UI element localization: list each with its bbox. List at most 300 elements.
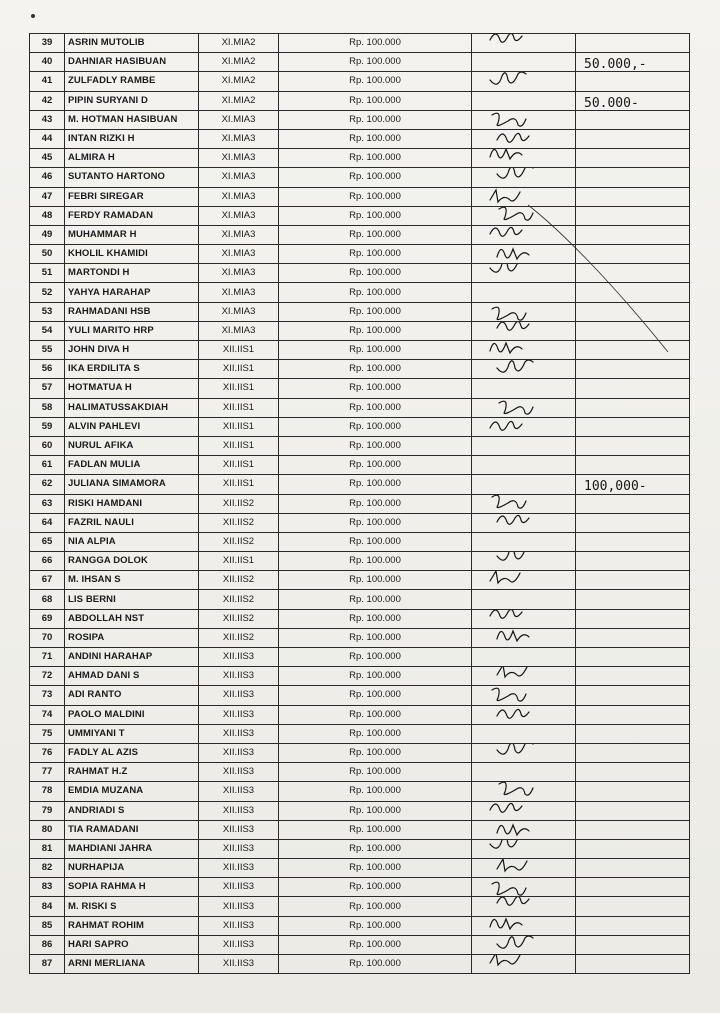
table-row (30, 571, 690, 590)
handwritten-signature (488, 34, 538, 51)
class-code: XII.IIS3 (199, 859, 279, 878)
payment-note-cell (576, 360, 690, 379)
class-code: XII.IIS3 (199, 686, 279, 705)
amount: Rp. 100.000 (279, 801, 472, 820)
student-name: RAHMAT H.Z (65, 763, 199, 782)
class-code: XI.MIA3 (199, 187, 279, 206)
amount: Rp. 100.000 (279, 590, 472, 609)
table-row (30, 225, 690, 244)
student-name: YULI MARITO HRP (65, 321, 199, 340)
handwritten-signature (488, 494, 538, 511)
signature-cell (472, 110, 576, 129)
student-name: HOTMATUA H (65, 379, 199, 398)
handwritten-payment-note: 100,000- (584, 479, 647, 494)
table-row (30, 916, 690, 935)
payment-note-cell (576, 916, 690, 935)
signature-cell (472, 801, 576, 820)
student-name: YAHYA HARAHAP (65, 283, 199, 302)
student-name: LIS BERNI (65, 590, 199, 609)
student-name: INTAN RIZKI H (65, 129, 199, 148)
payment-note-cell (576, 552, 690, 571)
signature-cell (472, 916, 576, 935)
handwritten-signature (488, 686, 538, 705)
amount: Rp. 100.000 (279, 245, 472, 264)
student-name: IKA ERDILITA S (65, 360, 199, 379)
class-code: XII.IIS2 (199, 532, 279, 551)
student-name: M. HOTMAN HASIBUAN (65, 110, 199, 129)
signature-cell (472, 628, 576, 647)
table-row (30, 302, 690, 321)
student-name: RISKI HAMDANI (65, 494, 199, 513)
amount: Rp. 100.000 (279, 782, 472, 801)
row-number: 44 (30, 129, 65, 148)
amount: Rp. 100.000 (279, 72, 472, 91)
amount: Rp. 100.000 (279, 475, 472, 494)
handwritten-payment-note: 50.000,- (584, 57, 647, 72)
amount: Rp. 100.000 (279, 494, 472, 513)
amount: Rp. 100.000 (279, 456, 472, 475)
payment-note-cell (576, 878, 690, 897)
class-code: XI.MIA2 (199, 53, 279, 72)
class-code: XII.IIS3 (199, 648, 279, 667)
signature-cell (472, 264, 576, 283)
student-name: PAOLO MALDINI (65, 705, 199, 724)
handwritten-signature (488, 418, 538, 437)
row-number: 46 (30, 168, 65, 187)
class-code: XI.MIA2 (199, 34, 279, 53)
amount: Rp. 100.000 (279, 839, 472, 858)
row-number: 81 (30, 839, 65, 858)
row-number: 41 (30, 72, 65, 91)
payment-note-cell (576, 187, 690, 206)
class-code: XI.MIA3 (199, 264, 279, 283)
payment-note-cell (576, 72, 690, 91)
table-row (30, 801, 690, 820)
signature-cell (472, 552, 576, 571)
amount: Rp. 100.000 (279, 724, 472, 743)
page-mark (31, 14, 35, 18)
row-number: 42 (30, 91, 65, 110)
handwritten-payment-note: 50.000- (584, 95, 639, 111)
signature-cell (472, 935, 576, 954)
amount: Rp. 100.000 (279, 283, 472, 302)
table-row (30, 53, 690, 72)
row-number: 39 (30, 34, 65, 53)
amount: Rp. 100.000 (279, 667, 472, 686)
table-row (30, 245, 690, 264)
amount: Rp. 100.000 (279, 91, 472, 110)
student-name: HARI SAPRO (65, 935, 199, 954)
signature-cell (472, 590, 576, 609)
table-row (30, 763, 690, 782)
payment-note-cell (576, 801, 690, 820)
class-code: XII.IIS3 (199, 705, 279, 724)
table-row (30, 743, 690, 762)
class-code: XII.IIS3 (199, 667, 279, 686)
table-row (30, 590, 690, 609)
payment-note-cell (576, 955, 690, 974)
amount: Rp. 100.000 (279, 878, 472, 897)
table-row (30, 72, 690, 91)
row-number: 79 (30, 801, 65, 820)
class-code: XII.IIS2 (199, 571, 279, 590)
payment-note-cell (576, 149, 690, 168)
signature-cell (472, 34, 576, 53)
handwritten-signature (495, 706, 545, 725)
signature-cell (472, 72, 576, 91)
class-code: XII.IIS3 (199, 935, 279, 954)
payment-note-cell (576, 628, 690, 647)
row-number: 53 (30, 302, 65, 321)
row-number: 58 (30, 398, 65, 417)
row-number: 78 (30, 782, 65, 801)
student-name: ALMIRA H (65, 149, 199, 168)
amount: Rp. 100.000 (279, 302, 472, 321)
payment-note-cell (576, 379, 690, 398)
signature-cell (472, 648, 576, 667)
ledger-body (30, 34, 690, 974)
signature-cell (472, 456, 576, 475)
signature-cell (472, 532, 576, 551)
payment-note-cell (576, 245, 690, 264)
row-number: 85 (30, 916, 65, 935)
signature-cell (472, 53, 576, 72)
handwritten-signature (495, 782, 545, 799)
payment-note-cell (576, 820, 690, 839)
table-row (30, 206, 690, 225)
table-row (30, 513, 690, 532)
row-number: 40 (30, 53, 65, 72)
amount: Rp. 100.000 (279, 552, 472, 571)
payment-note-cell (576, 398, 690, 417)
table-row (30, 283, 690, 302)
amount: Rp. 100.000 (279, 206, 472, 225)
payment-note-cell (576, 91, 690, 110)
row-number: 71 (30, 648, 65, 667)
table-row (30, 398, 690, 417)
table-row (30, 110, 690, 129)
amount: Rp. 100.000 (279, 168, 472, 187)
row-number: 82 (30, 859, 65, 878)
payment-ledger-table (29, 33, 690, 974)
signature-cell (472, 379, 576, 398)
row-number: 65 (30, 532, 65, 551)
table-row (30, 187, 690, 206)
class-code: XI.MIA3 (199, 149, 279, 168)
payment-note-cell (576, 667, 690, 686)
row-number: 50 (30, 245, 65, 264)
student-name: NURUL AFIKA (65, 436, 199, 455)
signature-cell (472, 206, 576, 225)
row-number: 61 (30, 456, 65, 475)
class-code: XI.MIA3 (199, 129, 279, 148)
payment-note-cell (576, 417, 690, 436)
table-row (30, 686, 690, 705)
signature-cell (472, 571, 576, 590)
student-name: FADLY AL AZIS (65, 743, 199, 762)
table-row (30, 436, 690, 455)
row-number: 87 (30, 955, 65, 974)
amount: Rp. 100.000 (279, 149, 472, 168)
class-code: XI.MIA3 (199, 302, 279, 321)
payment-note-cell (576, 705, 690, 724)
row-number: 64 (30, 513, 65, 532)
payment-note-cell (576, 590, 690, 609)
class-code: XII.IIS1 (199, 436, 279, 455)
amount: Rp. 100.000 (279, 264, 472, 283)
amount: Rp. 100.000 (279, 955, 472, 974)
student-name: SOPIA RAHMA H (65, 878, 199, 897)
amount: Rp. 100.000 (279, 360, 472, 379)
handwritten-signature (495, 859, 545, 878)
table-row (30, 91, 690, 110)
row-number: 49 (30, 225, 65, 244)
handwritten-signature (495, 667, 545, 684)
payment-note-cell (576, 494, 690, 513)
student-name: RANGGA DOLOK (65, 552, 199, 571)
payment-note-cell (576, 283, 690, 302)
payment-note-cell (576, 225, 690, 244)
row-number: 60 (30, 436, 65, 455)
table-row (30, 878, 690, 897)
payment-note-cell (576, 859, 690, 878)
row-number: 70 (30, 628, 65, 647)
student-name: ADI RANTO (65, 686, 199, 705)
student-name: FERDY RAMADAN (65, 206, 199, 225)
student-name: ROSIPA (65, 628, 199, 647)
signature-cell (472, 763, 576, 782)
signature-cell (472, 187, 576, 206)
class-code: XI.MIA3 (199, 283, 279, 302)
amount: Rp. 100.000 (279, 341, 472, 360)
student-name: ZULFADLY RAMBE (65, 72, 199, 91)
signature-cell (472, 743, 576, 762)
payment-note-cell (576, 456, 690, 475)
table-row (30, 859, 690, 878)
student-name: DAHNIAR HASIBUAN (65, 53, 199, 72)
handwritten-signature (488, 110, 538, 129)
handwritten-signature (495, 936, 545, 955)
row-number: 66 (30, 552, 65, 571)
signature-cell (472, 129, 576, 148)
amount: Rp. 100.000 (279, 686, 472, 705)
row-number: 73 (30, 686, 65, 705)
amount: Rp. 100.000 (279, 705, 472, 724)
payment-note-cell (576, 686, 690, 705)
signature-cell (472, 667, 576, 686)
handwritten-signature (488, 72, 538, 91)
class-code: XII.IIS3 (199, 916, 279, 935)
class-code: XII.IIS2 (199, 590, 279, 609)
handwritten-signature (488, 878, 538, 897)
amount: Rp. 100.000 (279, 513, 472, 532)
handwritten-signature (488, 225, 538, 244)
payment-note-cell (576, 743, 690, 762)
amount: Rp. 100.000 (279, 820, 472, 839)
amount: Rp. 100.000 (279, 609, 472, 628)
payment-note-cell (576, 110, 690, 129)
signature-cell (472, 417, 576, 436)
amount: Rp. 100.000 (279, 53, 472, 72)
amount: Rp. 100.000 (279, 379, 472, 398)
table-row (30, 628, 690, 647)
class-code: XII.IIS1 (199, 456, 279, 475)
table-row (30, 149, 690, 168)
amount: Rp. 100.000 (279, 436, 472, 455)
class-code: XII.IIS3 (199, 839, 279, 858)
handwritten-signature (495, 552, 545, 569)
handwritten-signature (495, 360, 545, 379)
row-number: 57 (30, 379, 65, 398)
table-row (30, 475, 690, 494)
row-number: 63 (30, 494, 65, 513)
signature-cell (472, 955, 576, 974)
handwritten-signature (488, 955, 538, 972)
row-number: 86 (30, 935, 65, 954)
table-row (30, 264, 690, 283)
student-name: KHOLIL KHAMIDI (65, 245, 199, 264)
signature-cell (472, 91, 576, 110)
handwritten-signature (488, 839, 538, 856)
student-name: UMMIYANI T (65, 724, 199, 743)
student-name: NURHAPIJA (65, 859, 199, 878)
payment-note-cell (576, 302, 690, 321)
amount: Rp. 100.000 (279, 34, 472, 53)
payment-note-cell (576, 436, 690, 455)
handwritten-signature (495, 245, 545, 264)
payment-note-cell (576, 168, 690, 187)
class-code: XII.IIS3 (199, 955, 279, 974)
class-code: XII.IIS1 (199, 475, 279, 494)
class-code: XII.IIS3 (199, 897, 279, 916)
table-row (30, 705, 690, 724)
payment-note-cell (576, 571, 690, 590)
row-number: 43 (30, 110, 65, 129)
student-name: ARNI MERLIANA (65, 955, 199, 974)
signature-cell (472, 859, 576, 878)
payment-note-cell (576, 129, 690, 148)
amount: Rp. 100.000 (279, 571, 472, 590)
row-number: 62 (30, 475, 65, 494)
handwritten-signature (495, 628, 545, 647)
student-name: JOHN DIVA H (65, 341, 199, 360)
signature-cell (472, 897, 576, 916)
student-name: RAHMADANI HSB (65, 302, 199, 321)
student-name: JULIANA SIMAMORA (65, 475, 199, 494)
row-number: 48 (30, 206, 65, 225)
signature-cell (472, 724, 576, 743)
row-number: 54 (30, 321, 65, 340)
amount: Rp. 100.000 (279, 628, 472, 647)
row-number: 80 (30, 820, 65, 839)
signature-cell (472, 475, 576, 494)
class-code: XII.IIS2 (199, 609, 279, 628)
amount: Rp. 100.000 (279, 225, 472, 244)
payment-note-cell (576, 782, 690, 801)
signature-cell (472, 168, 576, 187)
signature-cell (472, 513, 576, 532)
signature-cell (472, 494, 576, 513)
amount: Rp. 100.000 (279, 417, 472, 436)
amount: Rp. 100.000 (279, 321, 472, 340)
class-code: XI.MIA3 (199, 245, 279, 264)
amount: Rp. 100.000 (279, 532, 472, 551)
payment-note-cell (576, 206, 690, 225)
handwritten-signature (495, 897, 545, 914)
signature-cell (472, 436, 576, 455)
row-number: 68 (30, 590, 65, 609)
payment-note-cell (576, 264, 690, 283)
table-row (30, 417, 690, 436)
payment-note-cell (576, 609, 690, 628)
amount: Rp. 100.000 (279, 187, 472, 206)
amount: Rp. 100.000 (279, 743, 472, 762)
handwritten-signature (488, 264, 538, 281)
student-name: RAHMAT ROHIM (65, 916, 199, 935)
handwritten-signature (488, 303, 538, 322)
row-number: 59 (30, 417, 65, 436)
signature-cell (472, 686, 576, 705)
handwritten-signature (495, 321, 545, 338)
table-row (30, 360, 690, 379)
class-code: XI.MIA2 (199, 91, 279, 110)
table-row (30, 552, 690, 571)
table-row (30, 34, 690, 53)
class-code: XII.IIS3 (199, 763, 279, 782)
row-number: 77 (30, 763, 65, 782)
student-name: ANDRIADI S (65, 801, 199, 820)
table-row (30, 609, 690, 628)
handwritten-signature (488, 149, 538, 166)
table-row (30, 955, 690, 974)
table-row (30, 935, 690, 954)
class-code: XII.IIS1 (199, 360, 279, 379)
class-code: XII.IIS3 (199, 878, 279, 897)
signature-cell (472, 782, 576, 801)
signature-cell (472, 245, 576, 264)
payment-note-cell (576, 34, 690, 53)
signature-cell (472, 302, 576, 321)
class-code: XI.MIA2 (199, 72, 279, 91)
payment-note-cell (576, 763, 690, 782)
row-number: 55 (30, 341, 65, 360)
class-code: XI.MIA3 (199, 168, 279, 187)
row-number: 83 (30, 878, 65, 897)
table-row (30, 532, 690, 551)
handwritten-signature (495, 743, 545, 762)
signature-cell (472, 321, 576, 340)
table-row (30, 648, 690, 667)
student-name: FADLAN MULIA (65, 456, 199, 475)
signature-cell (472, 360, 576, 379)
row-number: 76 (30, 743, 65, 762)
table-row (30, 379, 690, 398)
handwritten-signature (488, 341, 538, 360)
payment-note-cell (576, 935, 690, 954)
table-row (30, 456, 690, 475)
class-code: XII.IIS3 (199, 820, 279, 839)
student-name: ABDOLLAH NST (65, 609, 199, 628)
student-name: MARTONDI H (65, 264, 199, 283)
row-number: 84 (30, 897, 65, 916)
handwritten-signature (488, 571, 538, 590)
table-row (30, 897, 690, 916)
row-number: 47 (30, 187, 65, 206)
table-row (30, 321, 690, 340)
row-number: 67 (30, 571, 65, 590)
class-code: XI.MIA3 (199, 225, 279, 244)
student-name: SUTANTO HARTONO (65, 168, 199, 187)
